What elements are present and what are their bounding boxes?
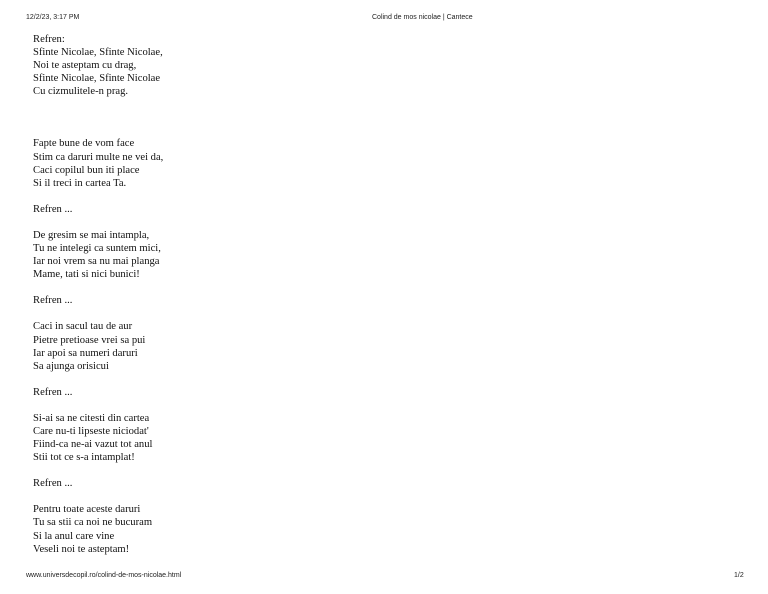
lyric-line: Fapte bune de vom face	[33, 138, 135, 150]
lyric-line: Cu cizmulitele-n prag.	[33, 86, 129, 98]
lyric-line: Tu sa stii ca noi ne bucuram	[33, 517, 153, 529]
verse-stanza	[33, 320, 453, 372]
lyric-line: Si il treci in cartea Ta.	[33, 177, 127, 189]
lyric-line: Care nu-ti lipseste niciodat'	[33, 425, 149, 437]
page-url: www.universdecopil.ro/colind-de-mos-nicolae.html	[26, 572, 182, 579]
lyric-line: Si la anul care vine	[33, 530, 115, 542]
lyric-line: Tu ne intelegi ca suntem mici,	[33, 243, 161, 255]
print-datetime: 12/2/23, 3:17 PM	[26, 14, 80, 21]
lyric-line: Refren:	[33, 34, 65, 45]
refrain-reference: Refren ...	[33, 478, 73, 490]
lyric-line: Caci in sacul tau de aur	[33, 321, 133, 333]
lyric-line: Sfinte Nicolae, Sfinte Nicolae	[33, 73, 161, 85]
lyric-line: Iar noi vrem sa nu mai planga	[33, 256, 160, 268]
lyric-line: Stim ca daruri multe ne vei da,	[33, 151, 164, 163]
song-lyrics	[33, 33, 453, 556]
lyric-line: Veseli noi te asteptam!	[33, 543, 130, 555]
refrain-reference: Refren ...	[33, 386, 73, 398]
page-number: 1/2	[734, 572, 744, 579]
lyric-line: Pietre pretioase vrei sa pui	[33, 334, 146, 346]
lyric-line: Caci copilul bun iti place	[33, 164, 140, 176]
verse-stanza	[33, 229, 453, 281]
refrain-reference: Refren ...	[33, 295, 73, 307]
refrain-stanza	[33, 33, 453, 98]
lyric-line: Pentru toate aceste daruri	[33, 504, 141, 516]
lyric-line: De gresim se mai intampla,	[33, 229, 150, 241]
page-title: Colind de mos nicolae | Cantece	[372, 14, 473, 21]
verse-stanza	[33, 137, 453, 189]
lyric-line: Fiind-ca ne-ai vazut tot anul	[33, 439, 153, 451]
refrain-reference: Refren ...	[33, 203, 73, 215]
lyric-line: Noi te asteptam cu drag,	[33, 60, 137, 72]
lyric-line: Sfinte Nicolae, Sfinte Nicolae,	[33, 47, 163, 59]
lyric-line: Sa ajunga orisicui	[33, 360, 109, 372]
lyric-line: Iar apoi sa numeri daruri	[33, 347, 138, 359]
verse-stanza	[33, 412, 453, 464]
verse-stanza	[33, 503, 453, 555]
lyric-line: Si-ai sa ne citesti din cartea	[33, 412, 150, 424]
lyric-line: Stii tot ce s-a intamplat!	[33, 452, 135, 464]
lyric-line: Mame, tati si nici bunici!	[33, 269, 140, 281]
